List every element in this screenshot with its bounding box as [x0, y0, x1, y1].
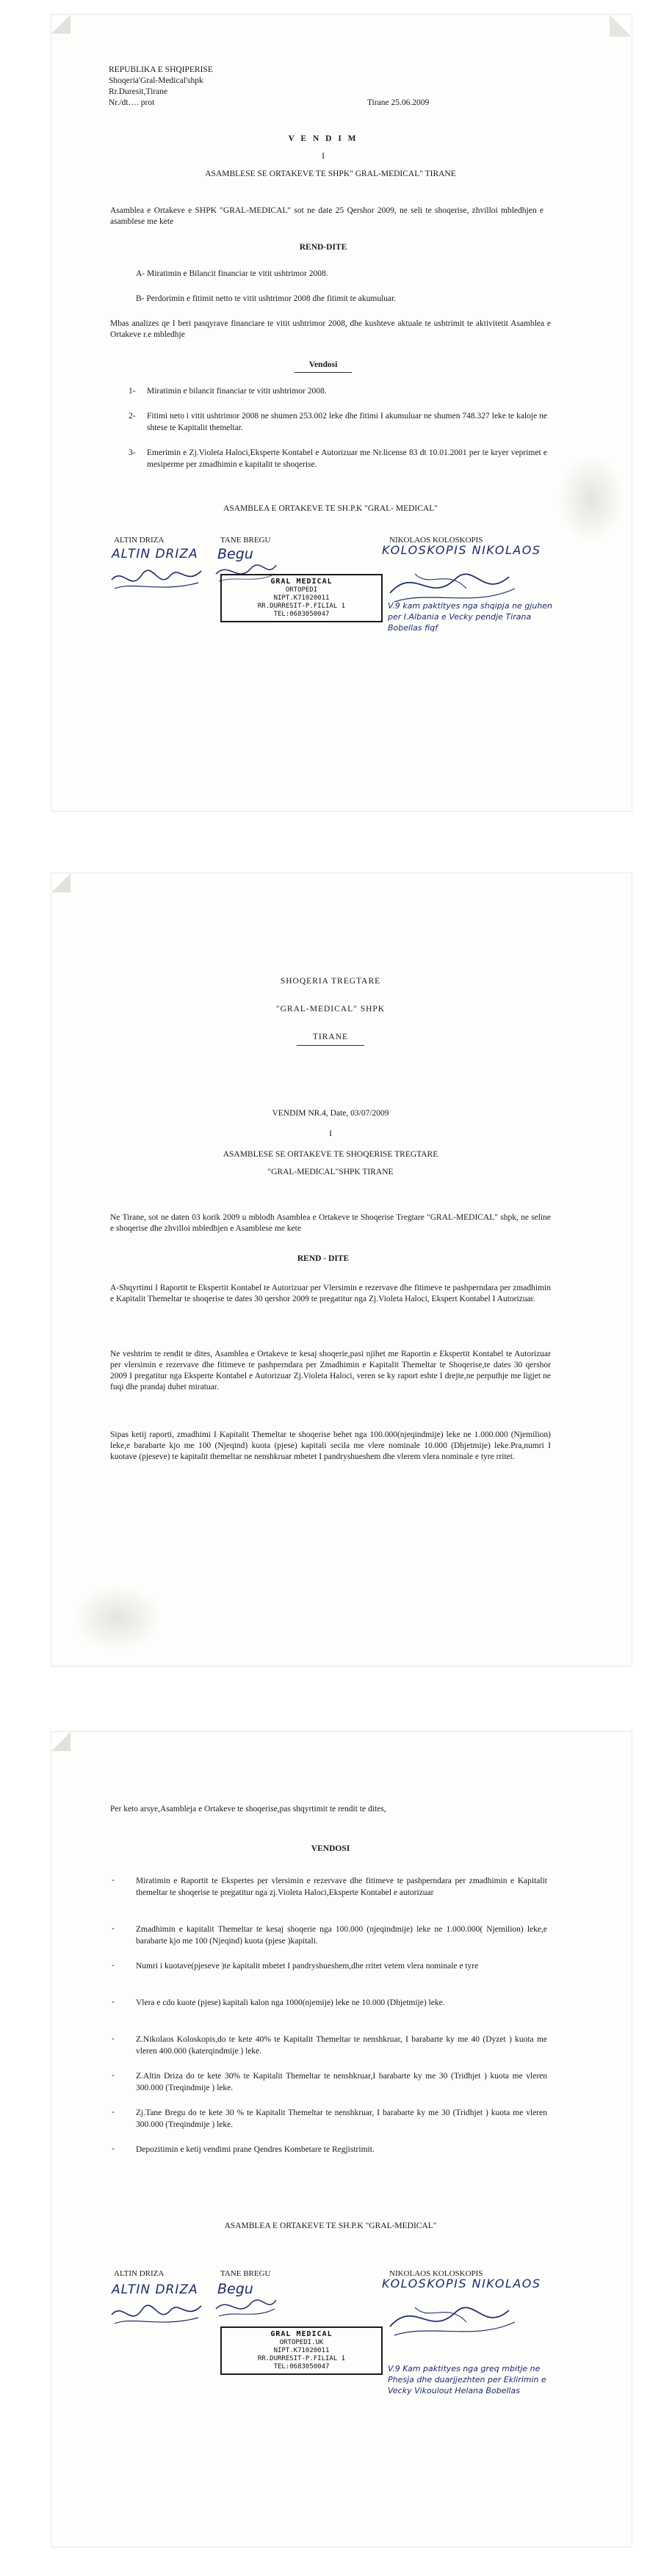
- page-corner-fold-icon: [51, 873, 71, 892]
- stamp-line-1: GRAL MEDICAL: [270, 578, 333, 586]
- company-stamp: [220, 2326, 383, 2375]
- signature-handwritten-2: Begu: [217, 546, 253, 562]
- signature-note-handwritten: V.9 Kam paktityes nga greq mbitje ne Phesja dhe duarjjezhten per Eklirimin e Vecky Vikoulout Helana Bobellas: [388, 2364, 546, 2395]
- signature-handwritten-3: KOLOSKOPIS NIKOLAOS: [382, 543, 541, 557]
- document-title: V E N D I M: [288, 134, 358, 143]
- company-line-1: SHOQERIA TREGTARE: [280, 977, 381, 986]
- document-page-1: [0, 0, 661, 851]
- agenda-title: REND - DITE: [297, 1254, 350, 1263]
- decision-item-7: Zj.Tane Bregu do te kete 30 % te Kapitalit Themeltar te nenshkruar, I barabarte ky me 30 (Tridhjet ) kuota me vleren 300.000 (Treqindmije ) leke.: [136, 2109, 547, 2129]
- decision-item-2: Zmadhimin e kapitalit Themeltar te kesaj shoqerie nga 100.000 (njeqindmije) leke ne 1.000.000( Njemilion) leke,e barabarte kjo me 100 (Njeqind) kuota (pjese )kapitali.: [136, 1925, 547, 1946]
- stamp-line-3: NIPT.K71020011: [273, 594, 330, 602]
- decision-item-text: Fitimi neto i vitit ushtrimor 2008 ne shumen 253.002 leke dhe fitimi I akumuluar ne shumen 748.327 leke te kaloje ne shtese te Kapitalit themeltar.: [147, 412, 547, 432]
- signer-name-1: ALTIN DRIZA: [114, 536, 165, 545]
- page-corner-fold-icon: [610, 15, 632, 37]
- stamp-line-4: RR.DURRESIT-P.FILIAL 1: [257, 603, 346, 610]
- decision-number: VENDIM NR.4, Date, 03/07/2009: [272, 1109, 389, 1118]
- decision-underline: [295, 372, 352, 373]
- signature-block-header: ASAMBLEA E ORTAKEVE TE SH.P.K "GRAL- MEDICAL": [223, 504, 438, 513]
- signature-handwritten-1: ALTIN DRIZA: [112, 2282, 198, 2297]
- signer-name-3: NIKOLAOS KOLOSKOPIS: [389, 2269, 483, 2278]
- decision-item-number: 1-: [129, 387, 136, 396]
- document-page-2: [0, 851, 661, 1717]
- header-line-3: Rr.Duresit,Tirane: [109, 87, 168, 96]
- page-corner-fold-icon: [51, 15, 71, 34]
- stamp-line-3: NIPT.K71020011: [273, 2347, 330, 2354]
- signer-name-2: TANE BREGU: [220, 2269, 271, 2278]
- list-bullet: -: [112, 2108, 115, 2117]
- document-page-3: [0, 1717, 661, 2576]
- agenda-title: REND-DITE: [299, 243, 347, 252]
- agenda-item-a: A-Shqyrtimi I Raportit te Ekspertit Kontabel te Autorizuar per Vlersimin e rezervave dhe fitimeve te pashperndara per zmadhimin e Kapitalit Themeltar te shoqerise te dates 30 qershor 2009 te pregatitur nga Zj.Violeta Haloci, Ekspert Kontabel I Autorizuar.: [110, 1284, 551, 1303]
- stamp-line-5: TEL:0683050047: [273, 611, 330, 618]
- signature-note-handwritten: V.9 kam paktityes nga shqipja ne gjuhen per I.Albania e Vecky pendje Tirana Bobellas fiqf: [388, 601, 553, 633]
- header-line-1: REPUBLIKA E SHQIPERISE: [109, 65, 213, 74]
- list-bullet: -: [112, 2071, 115, 2080]
- header-line-2: Shoqeria'Gral-Medical'shpk: [109, 76, 203, 85]
- company-line-2: "GRAL-MEDICAL" SHPK: [275, 1005, 386, 1014]
- list-bullet: -: [112, 2034, 115, 2043]
- signature-stroke-2: [213, 2294, 279, 2324]
- decision-item-text: Emerimin e Zj.Violeta Haloci,Eksperte Kontabel e Autorizuar me Nr.license 83 dt 10.01.2001 per te kryer veprimet e mesiperme per zmadhimin e kapitalit te shoqerise.: [147, 448, 547, 469]
- agenda-item-a: A- Miratimin e Bilancit financiar te vitit ushtrimor 2008.: [136, 269, 328, 278]
- decision-title: VENDOSI: [311, 1844, 350, 1853]
- decision-item-number: 2-: [129, 412, 136, 421]
- signature-block-header: ASAMBLEA E ORTAKEVE TE SH.P.K "GRAL-MEDICAL": [224, 2222, 437, 2230]
- decision-title: Vendosi: [308, 360, 338, 369]
- list-bullet: -: [112, 1961, 115, 1970]
- signer-name-3: NIKOLAOS KOLOSKOPIS: [389, 536, 483, 545]
- header-protocol: Nr./dt…. prot: [109, 98, 155, 107]
- stamp-line-2: ORTOPEDI: [285, 586, 318, 594]
- decision-item-5: Z.Nikolaos Koloskopis,do te kete 40% te Kapitalit Themeltar te nenshkruar, I barabarte ky me 40 (Dyzet ) kuota me vleren 400.000 (katerqindmije ) leke.: [136, 2035, 547, 2056]
- decision-item-1: Miratimin e Raportit te Ekspertes per vlersimin e rezervave dhe fitimeve te pashperndara per zmadhimin e Kapitalit themeltar te shoqerise te pregatitur nga zj.Violeta Haloci,Eksperte Kontabel e autorizuar: [136, 1877, 547, 1897]
- decision-item-3: Numri i kuotave(pjeseve )te kapitalit mbetet I pandryshueshem,dhe rritet vetem vlera nominale e tyre: [136, 1962, 479, 1971]
- company-underline: [297, 1045, 364, 1046]
- signature-handwritten-3: KOLOSKOPIS NIKOLAOS: [382, 2277, 541, 2291]
- decision-item-4: Vlera e cdo kuote (pjese) kapitali kalon nga 1000(njemije) leke ne 10.000 (Dhjetmije) leke.: [136, 1998, 445, 2007]
- stamp-line-4: RR.DURRESIT-P.FILIAL 1: [257, 2355, 346, 2362]
- paragraph-3: Sipas ketij raporti, zmadhimi I Kapitalit Themeltar te shoqerise behet nga 100.000(njeqindmije) leke ne 1.000.000 (Njemilion) leke,e barabarte kjo me 100 (Njeqind) kuota (pjese) kapitali secila me vlere nominale 10.000 (Dhjetmije) leke.Pra,numri I kuotave (pjeseve) te kapitalit themeltar ne nenshkruar mbetet I pandryshueshem dhe vlerem vlera nominale e tyre rritet.: [110, 1430, 551, 1461]
- stamp-line-1: GRAL MEDICAL: [270, 2330, 333, 2338]
- company-stamp: [220, 574, 383, 622]
- paragraph-1: Asamblea e Ortakeve e SHPK "GRAL-MEDICAL" sot ne date 25 Qershor 2009, ne seli te shoqerise, zhvilloi mbledhjen e asamblese me kete: [110, 206, 543, 226]
- document-subtitle-1: ASAMBLESE SE ORTAKEVE TE SHOQERISE TREGTARE: [223, 1150, 438, 1159]
- decision-item-6: Z.Altin Driza do te kete 30% te Kapitalit Themeltar te nenshkruar,I barabarte ky me 30 (Tridhjet ) kuota me vleren 300.000 (Treqindmije ) leke.: [136, 2072, 547, 2092]
- signer-name-1: ALTIN DRIZA: [114, 2269, 165, 2278]
- company-line-3: TIRANE: [312, 1033, 349, 1041]
- paragraph-1: Ne Tirane, sot ne daten 03 korik 2009 u mblodh Asamblea e Ortakeve te Shoqerise Tregtare "GRAL-MEDICAL" shpk, ne seline e shoqerise dhe zhvilloi mbledhjen e Asamblese me kete: [110, 1213, 551, 1233]
- decision-item-number: 3-: [129, 448, 136, 457]
- signature-stroke-1: [110, 564, 206, 597]
- scan-smudge: [73, 1585, 162, 1651]
- agenda-item-b: B- Perdorimin e fitimit netto te vitit ushtrimor 2008 dhe fitimit te akumuluar.: [136, 294, 397, 303]
- signature-handwritten-1: ALTIN DRIZA: [112, 547, 198, 561]
- list-bullet: -: [112, 1876, 115, 1885]
- header-date: Tirane 25.06.2009: [367, 98, 430, 107]
- signature-stroke-1: [110, 2299, 206, 2332]
- stamp-line-2: ORTOPEDI.UK: [279, 2339, 324, 2346]
- stamp-line-5: TEL:0683050047: [273, 2363, 330, 2371]
- paragraph-1: Per keto arsye,Asambleja e Ortakeve te shoqerise,pas shqyrtimit te rendit te dites,: [110, 1805, 386, 1813]
- signer-name-2: TANE BREGU: [220, 536, 271, 545]
- document-subtitle-2: "GRAL-MEDICAL"SHPK TIRANE: [267, 1168, 394, 1176]
- page-corner-fold-icon: [51, 1732, 71, 1751]
- list-bullet: -: [112, 1998, 115, 2006]
- section-roman: I: [322, 152, 325, 161]
- scan-smudge: [558, 455, 624, 543]
- paragraph-2: Mbas analizes qe I beri pasqyrave financiare te vitit ushtrimor 2008, dhe kushteve aktuale te ushtrimit te aktivitetit Asamblea e Ortakeve r.e mbledhje: [110, 319, 551, 339]
- signature-stroke-3: [386, 2297, 525, 2348]
- paragraph-2: Ne veshtrim te rendit te dites, Asamblea e Ortakeve te kesaj shoqerie,pasi njihet me Raportin e Ekspertit Kontabel te Autorizuar per vlersimin e rezervave dhe fitimeve te pashperndara per Zmadhimin e Kapitalit Themeltar te Shoqerise,te dates 30 qershor 2009 I pregatitur nga Eksperte Kontabel e Autorizuar Zj.Violeta Haloci, veren se ky raport eshte I drejte,ne perputhje me ligjet ne fuqi dhe prandaj duhet miratuar.: [110, 1350, 551, 1391]
- decision-item-text: Miratimin e bilancit financiar te vitit ushtrimor 2008.: [147, 387, 327, 396]
- list-bullet: -: [112, 2144, 115, 2153]
- decision-item-8: Depozitimin e ketij vendimi prane Qendres Kombetare te Regjistrimit.: [136, 2145, 375, 2154]
- signature-handwritten-2: Begu: [217, 2281, 253, 2297]
- page-2-sheet: [51, 873, 632, 1666]
- list-bullet: -: [112, 1924, 115, 1933]
- section-roman: I: [329, 1129, 332, 1138]
- document-subtitle: ASAMBLESE SE ORTAKEVE TE SHPK" GRAL-MEDICAL" TIRANE: [205, 170, 456, 178]
